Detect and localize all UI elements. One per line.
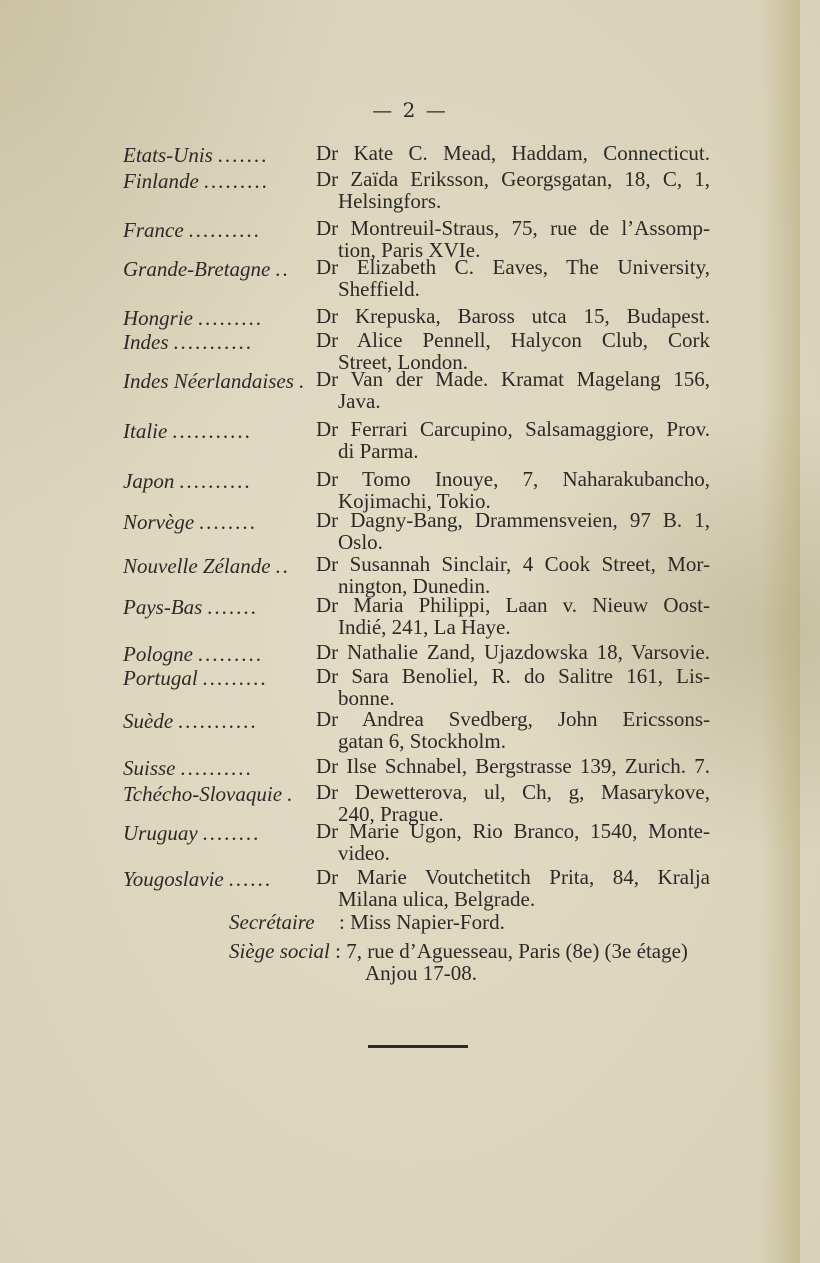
country-label: Suisse [123, 756, 176, 780]
leader-dots: ........... [172, 419, 253, 443]
country-label: Nouvelle Zélande [123, 554, 271, 578]
address-block [316, 866, 710, 910]
country-name [123, 665, 303, 691]
address-continuation: tion, Paris XVIe. [338, 238, 481, 262]
leader-dots: .......... [179, 469, 253, 493]
country-label: Indes Néerlandaises [123, 369, 294, 393]
country-name [123, 708, 303, 734]
leader-dots: ....... [218, 143, 269, 167]
country-name [123, 641, 303, 667]
secretary-row [229, 911, 505, 933]
address-line: Dr Marie Ugon, Rio Branco, 1540, Monte- [316, 819, 710, 843]
country-name [123, 781, 303, 807]
page-number: — 2 — [372, 98, 448, 122]
address-line: Dr Maria Philippi, Laan v. Nieuw Oost- [316, 593, 710, 617]
leader-dots: ........... [173, 330, 254, 354]
leader-dots: .......... [188, 218, 262, 242]
country-label: Italie [123, 419, 168, 443]
seat-label: Siège social [229, 939, 330, 963]
address-continuation: nington, Dunedin. [338, 574, 491, 598]
country-label: Portugal [123, 666, 198, 690]
country-label: Pologne [123, 642, 193, 666]
leader-dots: ......... [202, 666, 269, 690]
address-continuation: video. [338, 841, 390, 865]
address-block [316, 509, 710, 553]
address-continuation: Helsingfors. [338, 189, 442, 213]
address-block [316, 755, 710, 777]
address-line: Dr Andrea Svedberg, John Ericssons- [316, 707, 710, 731]
seat-value: : 7, rue d’Aguesseau, Paris (8e) (3e étage) [335, 939, 688, 963]
country-name [123, 418, 303, 444]
address-block [316, 468, 710, 512]
leader-dots: ......... [198, 306, 264, 330]
leader-dots: ......... [204, 169, 270, 193]
country-name [123, 594, 303, 620]
address-block [316, 708, 710, 752]
address-line: Dr Dagny-Bang, Drammensveien, 97 B. 1, [316, 508, 710, 532]
address-continuation: gatan 6, Stockholm. [338, 729, 506, 753]
leader-dots: .. [275, 257, 291, 281]
country-label: Yougoslavie [123, 867, 224, 891]
address-line: Dr Zaïda Eriksson, Georgsgatan, 18, C, 1, [316, 167, 710, 191]
country-label: Hongrie [123, 306, 193, 330]
country-name [123, 305, 303, 331]
address-line: Dr Kate C. Mead, Haddam, Connecticut. [316, 141, 710, 165]
address-line: Dr Dewetterova, ul, Ch, g, Masarykove, [316, 780, 710, 804]
address-block [316, 665, 710, 709]
country-label: Finlande [123, 169, 199, 193]
country-label: Suède [123, 709, 174, 733]
address-line: Dr Montreuil-Straus, 75, rue de l’Assomp- [316, 216, 710, 240]
address-continuation: Indié, 241, La Haye. [338, 615, 511, 639]
leader-dots: . [287, 782, 295, 806]
leader-dots: ...... [228, 867, 273, 891]
country-label: Tchécho-Slovaquie [123, 782, 283, 806]
address-continuation: Milana ulica, Belgrade. [338, 887, 536, 911]
leader-dots: .. [275, 554, 291, 578]
address-block [316, 168, 710, 212]
address-block [316, 305, 710, 327]
country-name [123, 168, 303, 194]
leader-dots: .......... [180, 756, 254, 780]
leader-dots: ........ [202, 821, 261, 845]
address-line: Dr Tomo Inouye, 7, Naharakubancho, [316, 467, 710, 491]
leader-dots: . [299, 369, 307, 393]
country-label: Japon [123, 469, 175, 493]
address-line: Dr Susannah Sinclair, 4 Cook Street, Mor- [316, 552, 710, 576]
country-name [123, 329, 303, 355]
address-continuation: di Parma. [338, 439, 419, 463]
country-name [123, 755, 303, 781]
address-block [316, 594, 710, 638]
secretary-value: : Miss Napier-Ford. [339, 910, 505, 934]
address-continuation: 240, Prague. [338, 802, 444, 826]
address-line: Dr Ilse Schnabel, Bergstrasse 139, Zurich. 7. [316, 754, 710, 778]
address-continuation: Street, London. [338, 350, 469, 374]
leader-dots: ........ [199, 510, 258, 534]
country-label: France [123, 218, 184, 242]
address-continuation: Oslo. [338, 530, 383, 554]
address-line: Dr Krepuska, Baross utca 15, Budapest. [316, 304, 710, 328]
country-name [123, 368, 307, 394]
address-line: Dr Sara Benoliel, R. do Salitre 161, Lis- [316, 664, 710, 688]
address-block [316, 142, 710, 164]
country-label: Grande-Bretagne [123, 257, 271, 281]
country-name [123, 553, 303, 579]
country-label: Indes [123, 330, 169, 354]
page-edge-shadow [760, 0, 800, 1263]
country-name [123, 468, 303, 494]
address-block [316, 418, 710, 462]
address-line: Dr Alice Pennell, Halycon Club, Cork [316, 328, 710, 352]
address-continuation: Sheffield. [338, 277, 420, 301]
leader-dots: ........... [178, 709, 259, 733]
secretary-label: Secrétaire [229, 910, 315, 934]
address-continuation: Kojimachi, Tokio. [338, 489, 491, 513]
address-block [316, 256, 710, 300]
address-line: Dr Elizabeth C. Eaves, The University, [316, 255, 710, 279]
address-continuation: bonne. [338, 686, 395, 710]
country-label: Uruguay [123, 821, 198, 845]
country-name [123, 256, 303, 282]
country-name [123, 509, 303, 535]
address-line: Dr Nathalie Zand, Ujazdowska 18, Varsovie. [316, 640, 710, 664]
address-continuation: Java. [338, 389, 381, 413]
country-label: Norvège [123, 510, 195, 534]
country-name [123, 866, 303, 892]
country-label: Pays-Bas [123, 595, 203, 619]
address-block [316, 820, 710, 864]
end-rule [368, 1045, 468, 1048]
country-name [123, 820, 303, 846]
leader-dots: ......... [198, 642, 264, 666]
address-line: Dr Ferrari Carcupino, Salsamaggiore, Prov. [316, 417, 710, 441]
address-line: Dr Van der Made. Kramat Magelang 156, [316, 367, 710, 391]
country-name [123, 217, 303, 243]
country-name [123, 142, 303, 168]
address-block [316, 368, 710, 412]
address-block [316, 553, 710, 597]
seat-value-line2: Anjou 17-08. [365, 961, 477, 985]
country-label: Etats-Unis [123, 143, 213, 167]
leader-dots: ....... [207, 595, 259, 619]
seat-row-2 [365, 962, 477, 984]
seat-row [229, 940, 688, 962]
address-line: Dr Marie Voutchetitch Prita, 84, Kralja [316, 865, 710, 889]
address-block [316, 641, 710, 663]
